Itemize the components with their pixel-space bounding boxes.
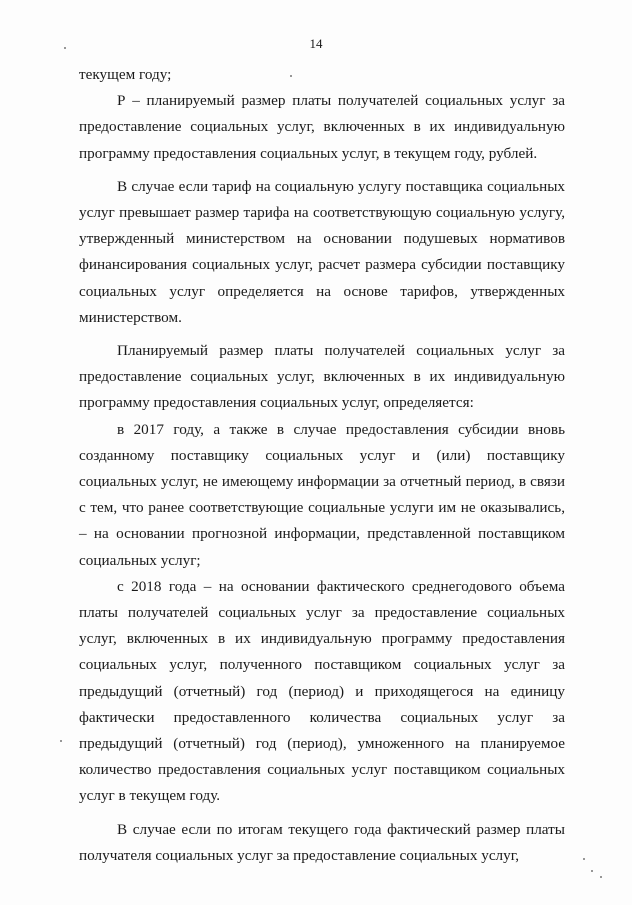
scan-speck [60, 740, 62, 742]
paragraph-actual-payment: В случае если по итогам текущего года фактический размер платы получателя социальных услуг за предоставление социальных услуг, [79, 820, 565, 864]
scan-speck [591, 870, 593, 872]
page-number: 14 [309, 36, 323, 51]
paragraph-definition-p: Р – планируемый размер платы получателей социальных услуг за предоставление социальных услуг, включенных в их индивидуальную программу предоставления социальных услуг, в текущем году, рублей. [79, 92, 565, 162]
paragraph-year-2018: с 2018 года – на основании фактического среднегодового объема платы получателей социальных услуг за предоставление социальных услуг, включенных в их индивидуальную программу предоставления социальных услуг, полученного поставщиком социальных услуг за предыдущий (отчетный) год (период) и приходящегося на единицу фактически предоставленного количества социальных услуг за предыдущий (отчетный) год (период), умноженного на планируемое количество предоставления социальных услуг поставщиком социальных услуг в текущем году. [79, 577, 565, 805]
paragraph-planned-payment: Планируемый размер платы получателей социальных услуг за предоставление социальных услуг, включенных в их индивидуальную программу предоставления социальных услуг, определяется: [79, 342, 565, 412]
document-body [79, 62, 565, 869]
paragraph-tariff-exceeds: В случае если тариф на социальную услугу поставщика социальных услуг превышает размер тарифа на соответствующую социальную услугу, утвержденный министерством на основании подушевых нормативов финансирования социальных услуг, расчет размера субсидии поставщику социальных услуг определяется на основе тарифов, утвержденных министерством. [79, 177, 565, 326]
scan-speck [290, 75, 292, 77]
scan-speck [583, 858, 585, 860]
paragraph-continuation: текущем году; [79, 66, 172, 83]
paragraph-year-2017: в 2017 году, а также в случае предоставления субсидии вновь созданному поставщику социальных услуг и (или) поставщику социальных услуг, не имеющему информации за отчетный период, в связи с тем, что ранее соответствующие социальные услуги им не оказывались, – на основании прогнозной информации, представленной поставщиком социальных услуг; [79, 420, 565, 569]
scan-speck [64, 47, 66, 49]
scan-speck [600, 876, 602, 878]
